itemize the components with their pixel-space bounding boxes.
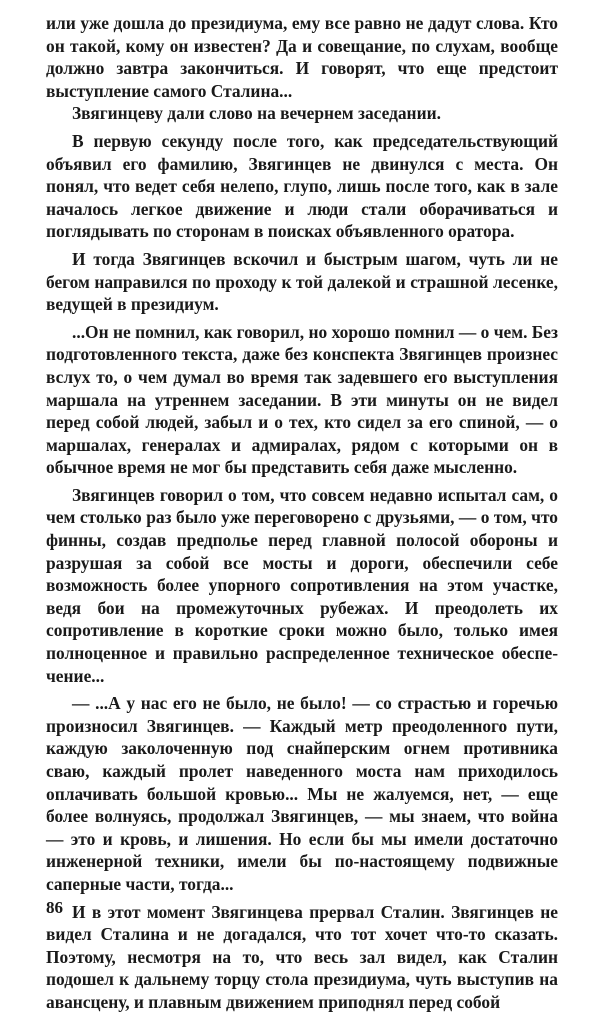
book-page-text	[46, 12, 558, 1014]
paragraph-6: Звягинцев говорил о том, что совсем недавно испытал сам, о чем столько раз было уже переговорено с друзьями, — о том, что финны, создав предполье перед главной полосой обороны и разрушая за собой все мосты и дороги, обеспечили себе возможность более упорного сопротивления на этом участке, ведя бои на промежуточных рубежах. И преодолеть их сопротивление в короткие сроки можно было, только имея полноценное и правильно распределенное техническое обеспечение...	[46, 484, 558, 686]
paragraph-5: ...Он не помнил, как говорил, но хорошо помнил — о чем. Без подготовленного текста, даже без конспекта Звягинцев произнес вслух то, о чем думал во время так задевшего его выступления маршала на утреннем заседании. В эти минуты он не видел перед собой людей, забыл и о тех, кто сидел за его спиной, — о маршалах, генералах и адмиралах, рядом с которыми он в обычное время не мог бы представить себя даже мысленно.	[46, 321, 558, 478]
paragraph-3: В первую секунду после того, как председательствующий объявил его фамилию, Звягинцев не двинулся с места. Он понял, что ведет себя нелепо, глупо, лишь после того, как в зале началось легкое движение и люди стали оборачиваться и поглядывать по сторонам в поисках объявленного оратора.	[46, 130, 558, 242]
paragraph-8: И в этот момент Звягинцева прервал Сталин. Звягинцев не видел Сталина и не догадался, что тот хочет что-то сказать. Поэтому, несмотря на то, что весь зал видел, как Сталин подошел к дальнему торцу стола президиума, чуть выступив на авансцену, и плавным движением приподнял перед собой	[46, 901, 558, 1012]
page-number: 86	[46, 898, 63, 917]
paragraph-4: И тогда Звягинцев вскочил и быстрым шагом, чуть ли не бегом направился по проходу к той далекой и страшной лесенке, ведущей в президиум.	[46, 248, 558, 315]
paragraph-1: или уже дошла до президиума, ему все равно не дадут слова. Кто он такой, кому он известен? Да и совещание, по слухам, вообще должно завтра закончиться. И говорят, что еще предстоит выступление самого Сталина...	[46, 13, 558, 101]
paragraph-7: — ...А у нас его не было, не было! — со страстью и горечью произносил Звягинцев. — Каждый метр преодоленного пути, каждую заколоченную под снайперским огнем противника сваю, каждый пролет наведенного моста нам приходилось оплачивать большой кровью... Мы не жалуемся, нет, — еще более волнуясь, продолжал Звягинцев, — мы знаем, что война — это и кровь, и лишения. Но если бы мы имели достаточно инженерной техники, имели бы по-настоящему подвижные саперные части, тогда...	[46, 693, 558, 894]
paragraph-2: Звягинцеву дали слово на вечернем заседании.	[72, 103, 441, 124]
